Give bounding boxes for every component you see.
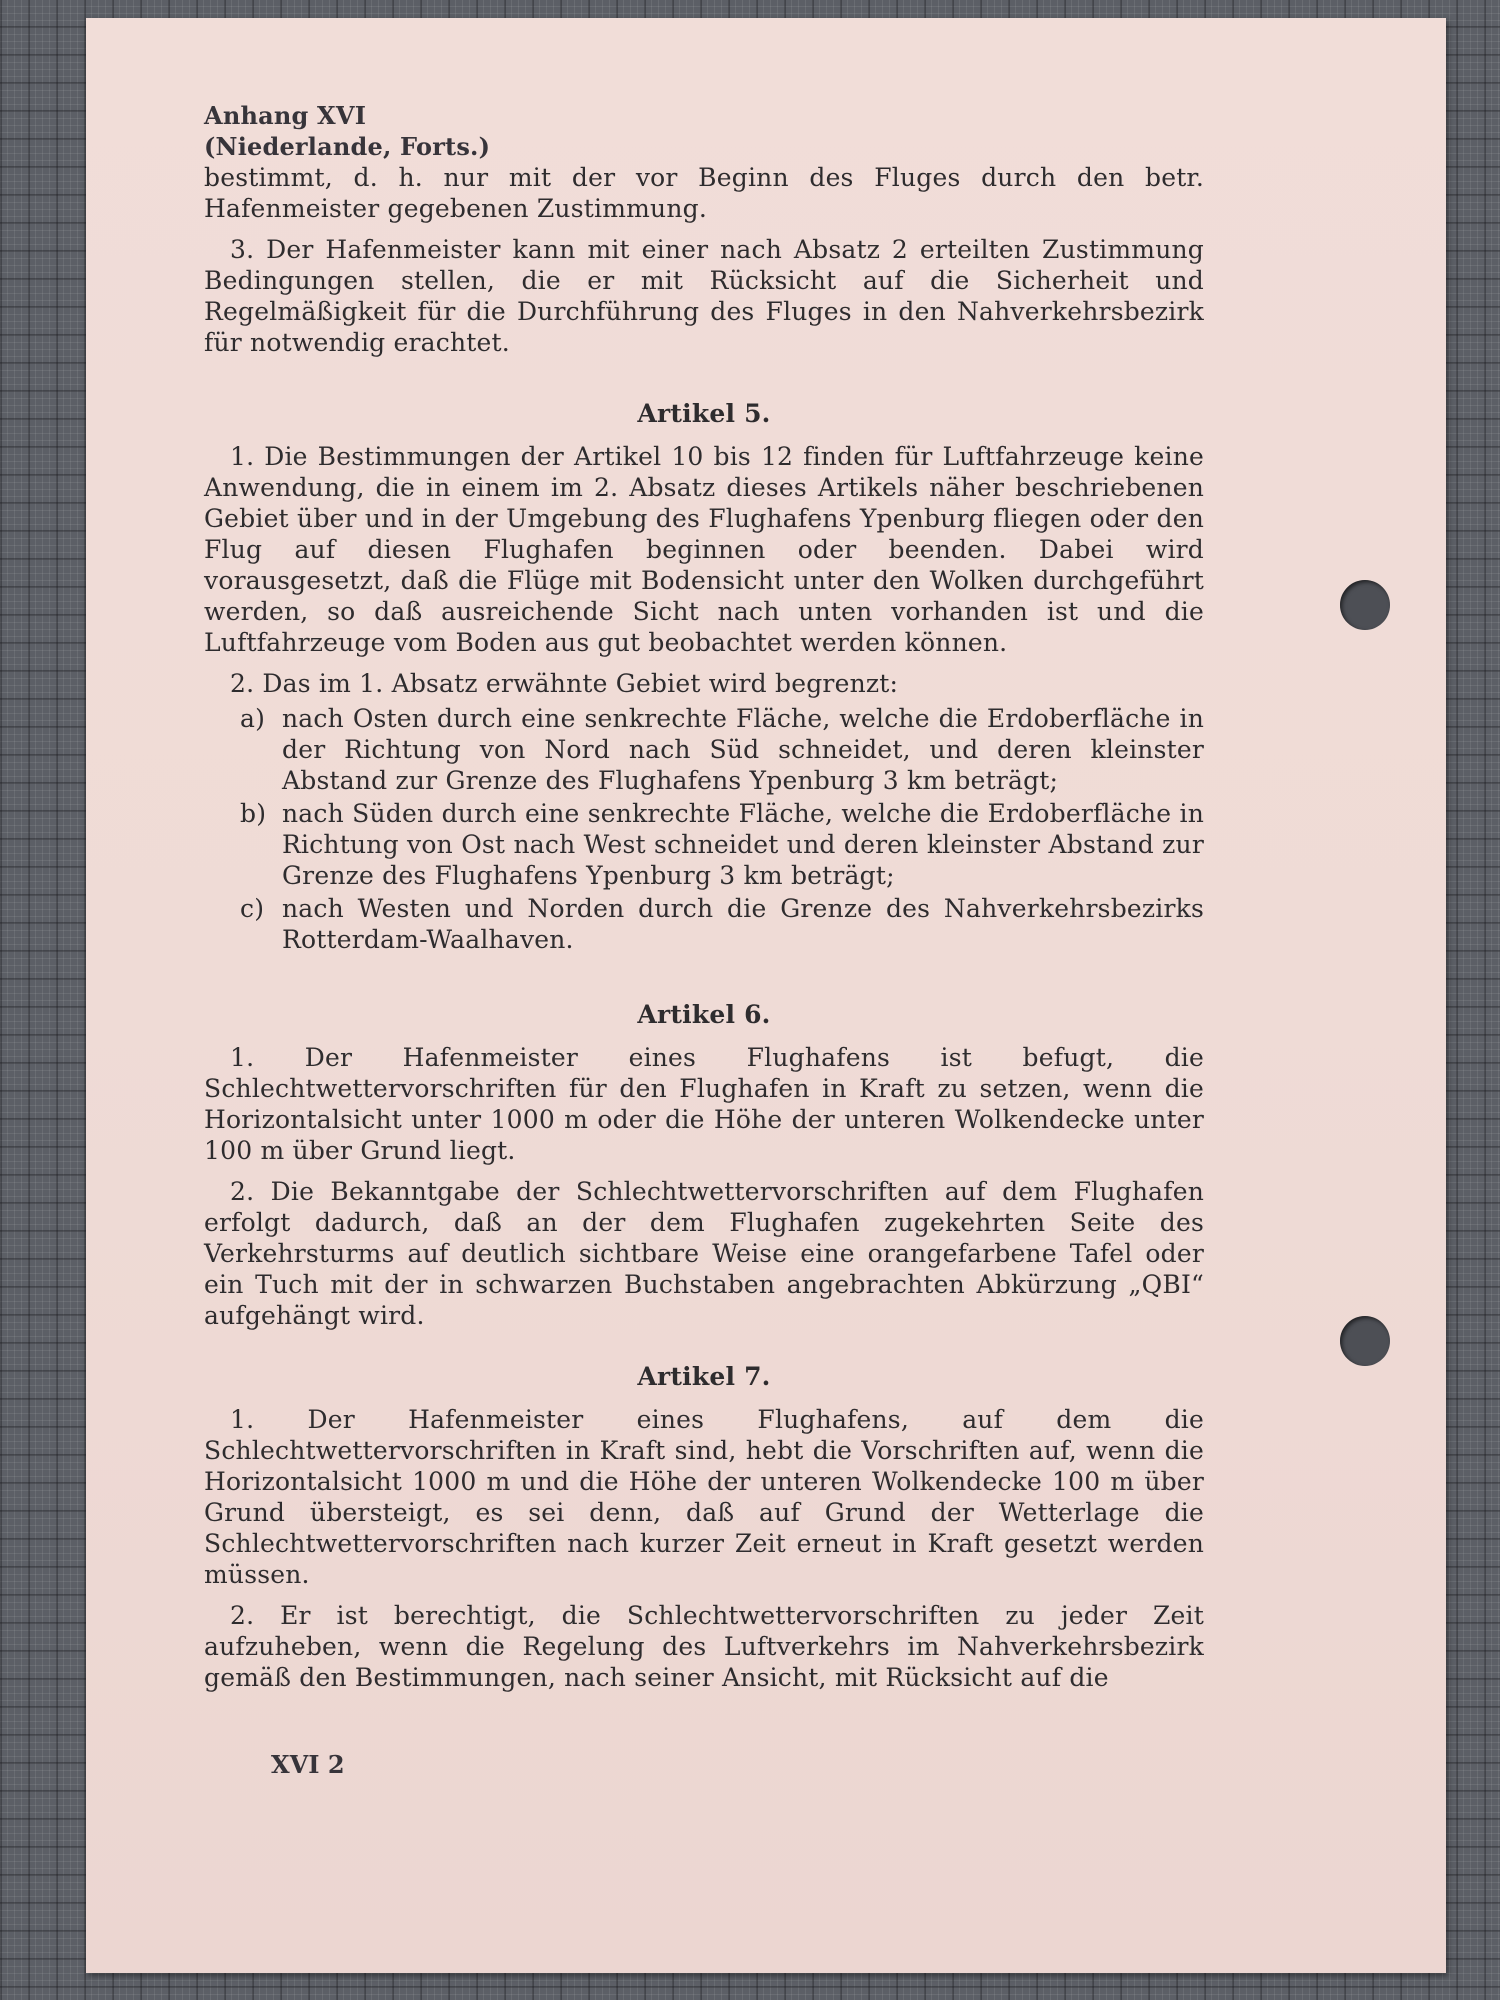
list-item xyxy=(240,703,1204,796)
list-item-text: nach Westen und Norden durch die Grenze des Nahverkehrsbezirks Rotterdam-Waalhaven. xyxy=(282,894,1204,954)
list-item-text: nach Osten durch eine senkrechte Fläche, welche die Erdoberfläche in der Richtung von Nord nach Süd schneidet, und deren kleinster Abstand zur Grenze des Flughafens Ypenburg 3 km beträgt; xyxy=(282,704,1204,795)
article-5-boundary-list xyxy=(240,703,1204,955)
list-item xyxy=(240,893,1204,955)
punch-hole xyxy=(1340,580,1390,630)
list-item-text: nach Süden durch eine senkrechte Fläche, welche die Erdoberfläche in Richtung von Ost nach West schneidet und deren kleinster Abstand zur Grenze des Flughafens Ypenburg 3 km beträgt; xyxy=(282,799,1204,890)
page-content xyxy=(204,100,1204,1703)
punch-hole xyxy=(1340,1316,1390,1366)
list-item-label: c) xyxy=(240,894,265,923)
article-6-heading: Artikel 6. xyxy=(637,1000,771,1029)
list-item xyxy=(240,798,1204,891)
article-5-paragraph-2: 2. Das im 1. Absatz erwähnte Gebiet wird begrenzt: xyxy=(230,669,899,698)
article-7-paragraph-2: 2. Er ist berechtigt, die Schlechtwettervorschriften zu jeder Zeit aufzuheben, wenn die Regelung des Luftverkehrs im Nahverkehrsbezirk gemäß den Bestimmungen, nach seiner Ansicht, mit Rücksicht auf die xyxy=(204,1601,1204,1692)
article-7-paragraph-1: 1. Der Hafenmeister eines Flughafens, auf dem die Schlechtwettervorschriften in Kraft sind, hebt die Vorschriften auf, wenn die Horizontalsicht 1000 m und die Höhe der unteren Wolkendecke 100 m über Grund übersteigt, es sei denn, daß auf Grund der Wetterlage die Schlechtwettervorschriften nach kurzer Zeit erneut in Kraft gesetzt werden müssen. xyxy=(204,1405,1204,1589)
article-5-paragraph-1: 1. Die Bestimmungen der Artikel 10 bis 12 finden für Luftfahrzeuge keine Anwendung, die in einem im 2. Absatz dieses Artikels näher beschriebenen Gebiet über und in der Umgebung des Flughafens Ypenburg fliegen oder den Flug auf diesen Flughafen beginnen oder beenden. Dabei wird vorausgesetzt, daß die Flüge mit Bodensicht unter den Wolken durchgeführt werden, so daß ausreichende Sicht nach unten vorhanden ist und die Luftfahrzeuge vom Boden aus gut beobachtet werden können. xyxy=(204,442,1204,657)
appendix-subtitle: (Niederlande, Forts.) xyxy=(204,132,491,161)
intro-paragraph: bestimmt, d. h. nur mit der vor Beginn des Fluges durch den betr. Hafenmeister gegebenen Zustimmung. xyxy=(204,163,1204,223)
appendix-title: Anhang XVI xyxy=(204,101,367,130)
article-5-heading: Artikel 5. xyxy=(637,399,771,428)
article-7-heading: Artikel 7. xyxy=(637,1362,771,1391)
article-6-paragraph-2: 2. Die Bekanntgabe der Schlechtwettervorschriften auf dem Flughafen erfolgt dadurch, daß an der dem Flughafen zugekehrten Seite des Verkehrsturms auf deutlich sichtbare Weise eine orangefarbene Tafel oder ein Tuch mit der in schwarzen Buchstaben angebrachten Abkürzung „QBI“ aufgehängt wird. xyxy=(204,1177,1204,1330)
page-number: XVI 2 xyxy=(271,1750,345,1779)
list-item-label: a) xyxy=(240,704,266,733)
document-page xyxy=(86,18,1446,1973)
intro-paragraph-3: 3. Der Hafenmeister kann mit einer nach Absatz 2 erteilten Zustimmung Bedingungen stellen, die er mit Rücksicht auf die Sicherheit und Regelmäßigkeit für die Durchführung des Fluges in den Nahverkehrsbezirk für notwendig erachtet. xyxy=(204,235,1204,357)
article-6-paragraph-1: 1. Der Hafenmeister eines Flughafens ist befugt, die Schlechtwettervorschriften für den Flughafen in Kraft zu setzen, wenn die Horizontalsicht unter 1000 m oder die Höhe der unteren Wolkendecke unter 100 m über Grund liegt. xyxy=(204,1043,1204,1165)
list-item-label: b) xyxy=(240,799,267,828)
